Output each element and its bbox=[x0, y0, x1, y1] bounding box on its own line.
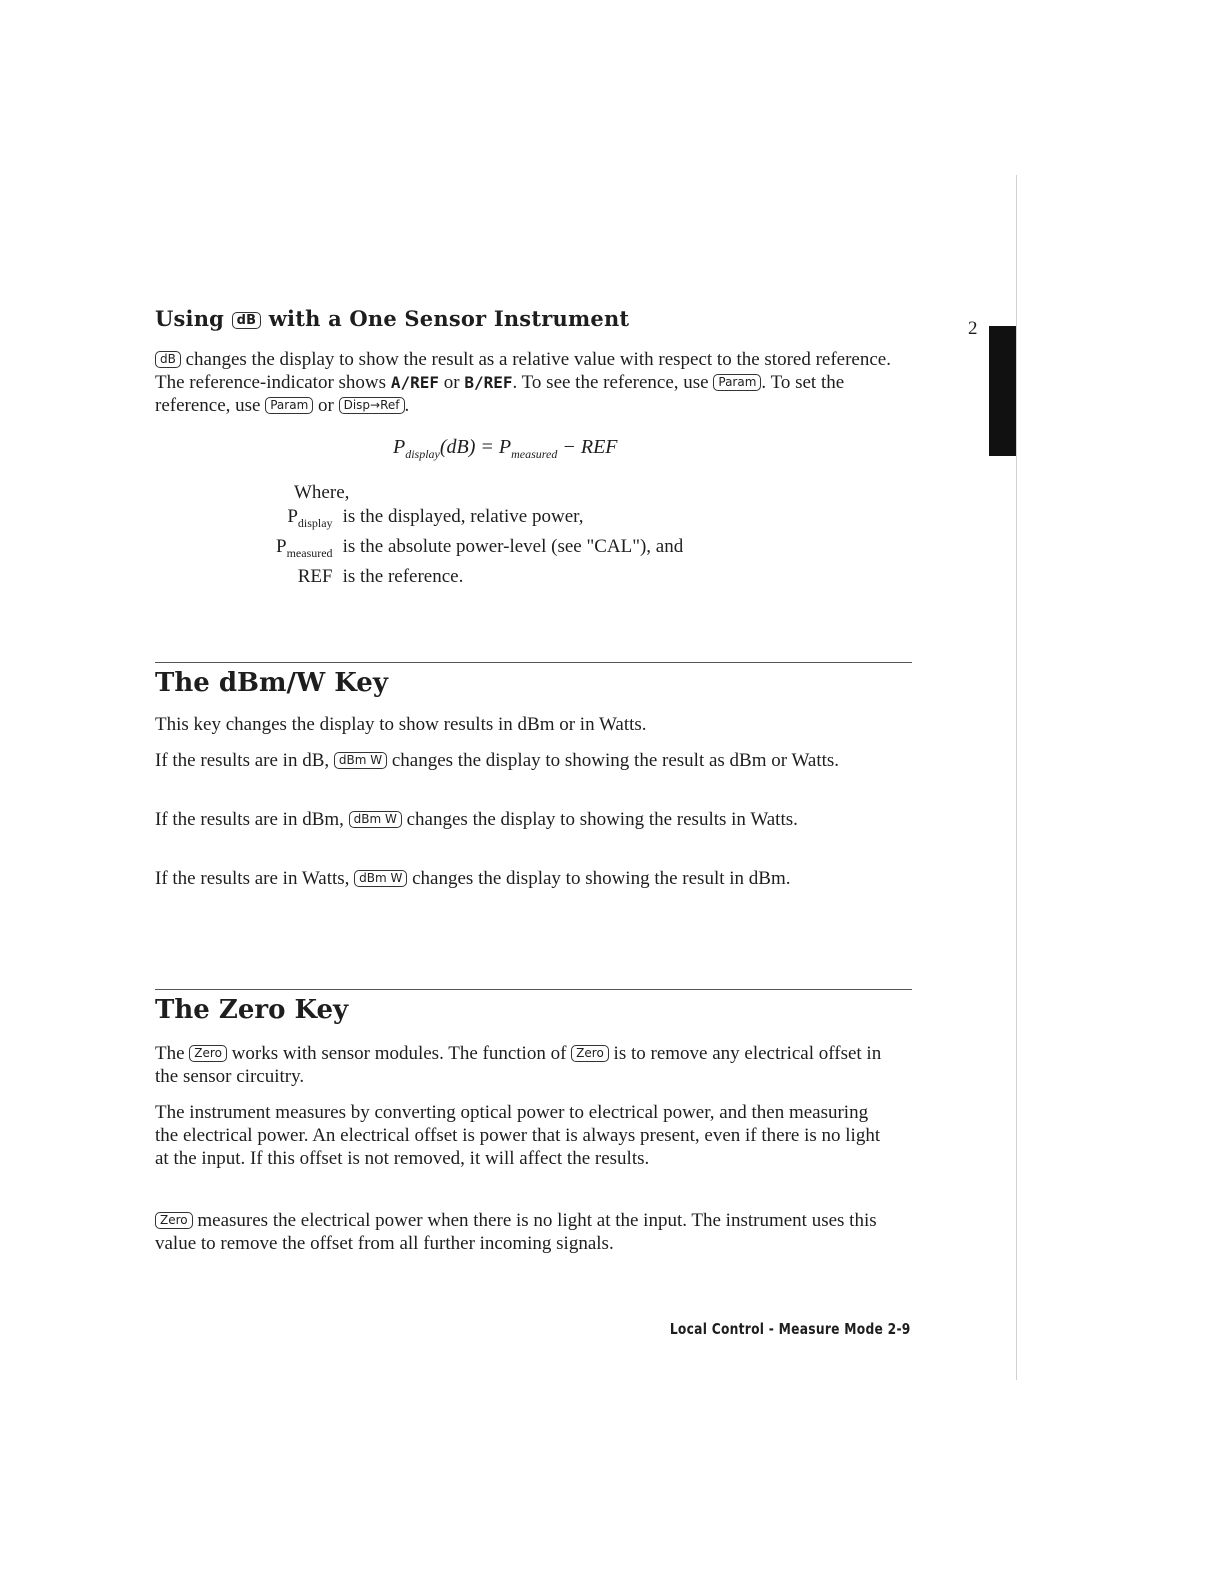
definition-row bbox=[270, 505, 683, 535]
zero-key-icon: Zero bbox=[155, 1212, 193, 1229]
section-db-heading bbox=[155, 306, 629, 331]
definition-term bbox=[270, 565, 337, 595]
text: If the results are in dBm, bbox=[155, 809, 349, 830]
text: or bbox=[313, 395, 339, 416]
zero-paragraph-2: The instrument measures by converting optical power to electrical power, and then measuring the electrical power. An electrical offset is power that is always present, even if there is no light at the input. If this offset is not removed, it will affect the results. bbox=[155, 1102, 881, 1169]
text: changes the display to showing the result as dBm or Watts. bbox=[387, 750, 840, 771]
text: measures the electrical power when there is no light at the input. The instrument uses this value to remove the offset from all further incoming signals. bbox=[155, 1210, 877, 1254]
b-ref-indicator: B/REF bbox=[464, 373, 513, 392]
page-footer: Local Control - Measure Mode 2-9 bbox=[670, 1320, 911, 1338]
where-label: Where, bbox=[294, 482, 350, 503]
page-edge-line bbox=[1016, 175, 1017, 1380]
definition-desc: is the reference. bbox=[342, 565, 464, 587]
dbmw-key-icon: dBm W bbox=[354, 870, 407, 887]
dbmw-paragraph-2 bbox=[155, 749, 895, 772]
text: changes the display to showing the results in Watts. bbox=[401, 809, 798, 830]
zero-paragraph-1 bbox=[155, 1042, 895, 1088]
text: changes the display to show the result as a relative value with respect to the stored reference. The reference-indicator shows bbox=[155, 349, 891, 393]
heading-text-post: with a One Sensor Instrument bbox=[268, 306, 630, 331]
eq-part: P bbox=[393, 436, 406, 458]
dbmw-paragraph-1: This key changes the display to show results in dBm or in Watts. bbox=[155, 714, 647, 735]
zero-key-icon: Zero bbox=[189, 1045, 227, 1062]
definition-term bbox=[270, 505, 337, 535]
text: If the results are in dB, bbox=[155, 750, 334, 771]
definition-term bbox=[270, 535, 337, 565]
dbmw-paragraph-4 bbox=[155, 867, 895, 890]
definition-desc: is the absolute power-level (see "CAL"), and bbox=[342, 535, 684, 557]
db-key-icon: dB bbox=[232, 312, 262, 329]
section-db bbox=[155, 306, 629, 331]
text: . To see the reference, use bbox=[512, 372, 714, 393]
disp-ref-key-icon: Disp→Ref bbox=[339, 397, 405, 414]
chapter-tab-number: 2 bbox=[968, 318, 978, 339]
text: . To set the reference, use bbox=[155, 372, 845, 416]
definition-row bbox=[270, 535, 683, 565]
eq-part: − REF bbox=[557, 436, 618, 458]
dbmw-paragraph-3 bbox=[155, 808, 895, 831]
definition-row bbox=[270, 565, 683, 595]
term-sub: measured bbox=[286, 545, 333, 560]
section-divider bbox=[155, 989, 912, 990]
definition-table bbox=[270, 481, 683, 594]
eq-sub: measured bbox=[511, 447, 558, 461]
section-divider bbox=[155, 662, 912, 663]
text: works with sensor modules. The function of bbox=[226, 1043, 572, 1064]
text: . bbox=[404, 395, 410, 416]
display-power-equation bbox=[393, 436, 618, 462]
chapter-tab-marker bbox=[989, 326, 1016, 456]
definition-desc: is the displayed, relative power, bbox=[342, 506, 584, 527]
text: If the results are in Watts, bbox=[155, 868, 355, 889]
zero-section-heading: The Zero Key bbox=[155, 995, 349, 1025]
text: or bbox=[438, 372, 465, 393]
eq-sub: display bbox=[405, 447, 440, 461]
heading-text-pre: Using bbox=[155, 306, 225, 331]
term: P bbox=[276, 535, 287, 557]
text: changes the display to showing the result in dBm. bbox=[407, 868, 791, 889]
param-key-icon: Param bbox=[265, 397, 313, 414]
dbmw-section-heading: The dBm/W Key bbox=[155, 668, 388, 698]
a-ref-indicator: A/REF bbox=[390, 373, 439, 392]
zero-key-icon: Zero bbox=[571, 1045, 609, 1062]
term: P bbox=[287, 506, 298, 527]
db-key-icon: dB bbox=[155, 351, 181, 368]
dbmw-key-icon: dBm W bbox=[334, 752, 387, 769]
term: REF bbox=[297, 565, 333, 587]
zero-paragraph-3 bbox=[155, 1209, 895, 1255]
param-key-icon: Param bbox=[713, 374, 761, 391]
dbmw-key-icon: dBm W bbox=[349, 811, 402, 828]
term-sub: display bbox=[297, 515, 333, 530]
text: The bbox=[155, 1043, 190, 1064]
eq-part: (dB) = P bbox=[439, 436, 512, 458]
text: is to remove any electrical offset in the sensor circuitry. bbox=[155, 1043, 882, 1087]
section-db-paragraph bbox=[155, 348, 895, 417]
